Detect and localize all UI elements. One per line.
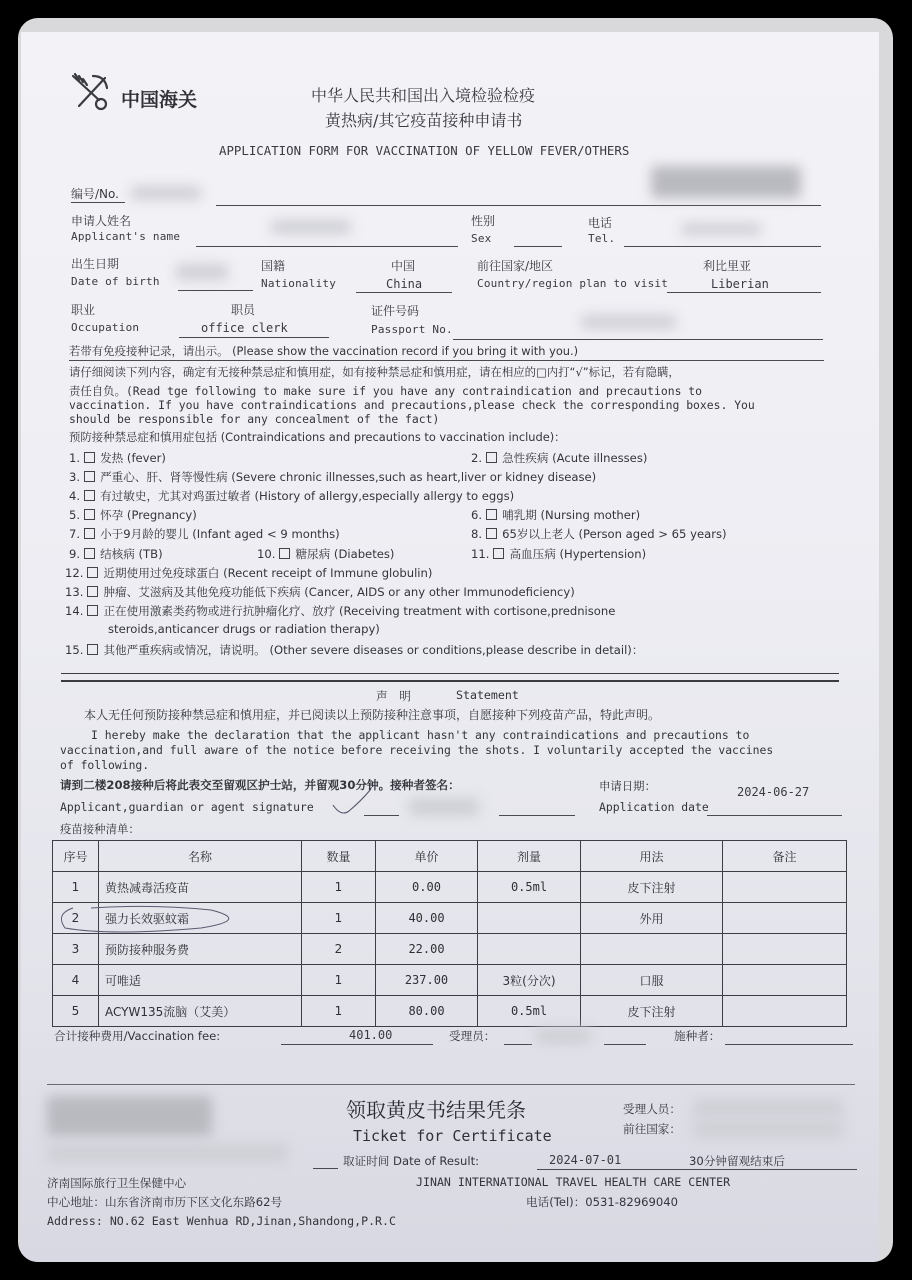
customs-logo-text: 中国海关	[121, 89, 198, 111]
sex-label-en: Sex	[471, 232, 492, 245]
ticket-country-label: 前往国家：	[623, 1122, 681, 1136]
handler-label: 受理人员：	[623, 1102, 681, 1116]
signature-scribble-icon	[331, 787, 411, 822]
cell-qty: 1	[302, 903, 376, 934]
contraindications-intro: 预防接种禁忌症和慎用症包括 (Contraindications and precautions to vaccination include)：	[69, 430, 566, 444]
sex-field[interactable]	[514, 246, 562, 247]
condition-8[interactable]: 8. 65岁以上老人 (Person aged > 65 years)	[471, 527, 727, 541]
country-value-cn: 利比里亚	[703, 259, 752, 273]
center-address-cn: 中心地址：山东省济南市历下区文化东路62号	[47, 1195, 283, 1209]
ticket-title-cn: 领取黄皮书结果凭条	[346, 1098, 526, 1122]
condition-13[interactable]: 13. 肿瘤、艾滋病及其他免疫功能低下疾病 (Cancer, AIDS or any other Immunodeficiency)	[65, 585, 575, 599]
read-instruction-line4: should be responsible for any concealment of the fact)	[69, 412, 440, 426]
occupation-value-en[interactable]: office clerk	[201, 321, 288, 335]
name-redacted	[271, 220, 351, 234]
vaccinator-label: 施种者：	[674, 1029, 721, 1043]
occupation-field[interactable]	[179, 337, 329, 338]
condition-2[interactable]: 2. 急性疾病 (Acute illnesses)	[471, 451, 648, 465]
checkbox[interactable]	[84, 452, 95, 463]
cell-notes	[723, 996, 847, 1027]
cell-dose	[478, 903, 581, 934]
cell-notes	[723, 934, 847, 965]
name-field[interactable]	[196, 246, 458, 247]
no-label: 编号/No.	[71, 187, 119, 201]
nationality-field[interactable]	[356, 292, 452, 293]
nationality-label-en: Nationality	[261, 277, 337, 290]
cell-name: 预防接种服务费	[99, 934, 302, 965]
condition-10[interactable]: 10. 糖尿病 (Diabetes)	[257, 547, 395, 561]
condition-14-cont: steroids,anticancer drugs or radiation therapy)	[108, 622, 380, 636]
cell-usage	[581, 934, 723, 965]
cell-seq: 5	[53, 996, 99, 1027]
header-price: 单价	[376, 841, 478, 872]
cell-dose	[478, 934, 581, 965]
checkbox[interactable]	[84, 509, 95, 520]
vaccination-record-note: 若带有免疫接种记录，请出示。 (Please show the vaccination record if you bring it with you.)	[69, 344, 579, 358]
condition-12[interactable]: 12. 近期使用过免疫球蛋白 (Recent receipt of Immune globulin)	[65, 566, 433, 580]
occupation-label-en: Occupation	[71, 321, 140, 334]
center-name-en: JINAN INTERNATIONAL TRAVEL HEALTH CARE CENTER	[416, 1175, 731, 1189]
center-address-en: Address: NO.62 East Wenhua RD,Jinan,Shandong,P.R.C	[47, 1214, 397, 1228]
checkbox[interactable]	[486, 528, 497, 539]
cell-name: 强力长效驱蚊霜	[99, 903, 302, 934]
app-date-label-en: Application date	[599, 800, 709, 814]
condition-1[interactable]: 1. 发热 (fever)	[69, 451, 166, 465]
receiver-field[interactable]	[604, 1044, 646, 1045]
cell-notes	[723, 872, 847, 903]
cell-qty: 1	[302, 996, 376, 1027]
cell-name: ACYW135流脑（艾美）	[99, 996, 302, 1027]
table-row	[53, 996, 847, 1027]
cell-price: 40.00	[376, 903, 478, 934]
checkbox[interactable]	[84, 528, 95, 539]
condition-5[interactable]: 5. 怀孕 (Pregnancy)	[69, 508, 197, 522]
cell-notes	[723, 965, 847, 996]
title-cn-1: 中华人民共和国出入境检验检疫	[311, 86, 536, 105]
handwritten-circle-icon	[51, 902, 251, 936]
statement-text-en-1: I hereby make the declaration that the applicant hasn't any contraindications and precautions to	[91, 728, 750, 742]
read-instruction-line3: vaccination. If you have contraindications and precautions,please check the corresponding boxes. You	[69, 398, 755, 412]
fee-value[interactable]: 401.00	[349, 1028, 393, 1042]
ticket-country-redacted	[693, 1120, 843, 1138]
title-en: APPLICATION FORM FOR VACCINATION OF YELLOW FEVER/OTHERS	[219, 143, 630, 158]
no-field[interactable]	[216, 205, 821, 206]
condition-11[interactable]: 11. 高血压病 (Hypertension)	[471, 547, 647, 561]
sex-label-cn: 性别	[471, 214, 496, 228]
passport-label-en: Passport No.	[371, 323, 453, 336]
statement-text-en-2: vaccination,and full aware of the notice before receiving the shots. I voluntarily accepted the vaccines	[60, 743, 774, 757]
ticket-info-redacted	[47, 1144, 287, 1162]
header-seq: 序号	[53, 841, 99, 872]
condition-9[interactable]: 9. 结核病 (TB)	[69, 547, 163, 561]
nationality-value-cn: 中国	[391, 259, 416, 273]
country-field[interactable]	[667, 292, 821, 293]
checkbox[interactable]	[84, 471, 95, 482]
condition-6[interactable]: 6. 哺乳期 (Nursing mother)	[471, 508, 641, 522]
checkbox[interactable]	[87, 567, 98, 578]
header-dose: 剂量	[478, 841, 581, 872]
cell-qty: 2	[302, 934, 376, 965]
name-label-cn: 申请人姓名	[71, 214, 132, 228]
checkbox[interactable]	[87, 605, 98, 616]
tel-field[interactable]	[624, 246, 821, 247]
handler-redacted	[693, 1099, 843, 1117]
country-label-en: Country/region plan to visit	[477, 277, 669, 290]
cell-usage: 外用	[581, 903, 723, 934]
cell-dose: 3粒(分次)	[478, 965, 581, 996]
result-date-field[interactable]	[537, 1169, 857, 1170]
center-phone: 电话(Tel)：0531-82969040	[526, 1195, 678, 1209]
statement-heading-en: Statement	[456, 688, 519, 702]
cell-usage: 皮下注射	[581, 996, 723, 1027]
cell-seq: 1	[53, 872, 99, 903]
nationality-value-en[interactable]: China	[386, 277, 423, 291]
occupation-label-cn: 职业	[71, 303, 96, 317]
ticket-title-en: Ticket for Certificate	[353, 1127, 552, 1145]
cell-price: 22.00	[376, 934, 478, 965]
header-qty: 数量	[302, 841, 376, 872]
signature-label: Applicant,guardian or agent signature	[60, 800, 314, 814]
result-date-label: 取证时间 Date of Result:	[343, 1154, 480, 1168]
photo-frame	[18, 18, 893, 1262]
cell-qty: 1	[302, 965, 376, 996]
passport-label-cn: 证件号码	[371, 304, 420, 318]
cell-name: 黄热减毒活疫苗	[99, 872, 302, 903]
dob-redacted	[176, 264, 228, 280]
table-header-row	[53, 841, 847, 872]
header-name: 名称	[99, 841, 302, 872]
checkbox[interactable]	[279, 548, 290, 559]
checkbox[interactable]	[486, 509, 497, 520]
barcode-redacted	[651, 166, 801, 198]
condition-15[interactable]: 15. 其他严重疾病或情况，请说明。 (Other severe diseases or conditions,please describe in detail)：	[65, 643, 644, 657]
dob-field[interactable]	[178, 290, 253, 291]
name-label-en: Applicant's name	[71, 230, 181, 243]
vaccinator-field[interactable]	[725, 1044, 853, 1045]
table-row	[53, 872, 847, 903]
condition-4[interactable]: 4. 有过敏史，尤其对鸡蛋过敏者 (History of allergy,especially allergy to eggs)	[69, 489, 515, 503]
header-notes: 备注	[723, 841, 847, 872]
app-date-value[interactable]: 2024-06-27	[737, 785, 810, 799]
cell-price: 237.00	[376, 965, 478, 996]
center-name-cn: 济南国际旅行卫生保健中心	[47, 1176, 187, 1190]
cell-seq: 3	[53, 934, 99, 965]
fee-field[interactable]	[281, 1044, 433, 1045]
signature-redacted	[409, 798, 479, 816]
cell-name: 可唯适	[99, 965, 302, 996]
application-form-paper	[21, 32, 879, 1262]
fee-label: 合计接种费用/Vaccination fee:	[54, 1029, 221, 1043]
tel-redacted	[681, 223, 761, 235]
cell-dose: 0.5ml	[478, 872, 581, 903]
title-cn-2: 黄热病/其它疫苗接种申请书	[325, 111, 523, 130]
receiver-label: 受理员：	[449, 1029, 496, 1043]
checkbox[interactable]	[87, 586, 98, 597]
country-value-en[interactable]: Liberian	[711, 277, 769, 291]
vaccine-list-title: 疫苗接种清单：	[60, 822, 140, 836]
read-instruction-cn: 请仔细阅读下列内容，确定有无接种禁忌症和慎用症，如有接种禁忌症和慎用症，请在相应的□内打“√”标记，若有隐瞒，	[69, 365, 680, 379]
condition-7[interactable]: 7. 小于9月龄的婴儿 (Infant aged < 9 months)	[69, 527, 340, 541]
dob-label-cn: 出生日期	[71, 257, 120, 271]
read-instruction-line2: 责任自负。(Read tge following to make sure if you have any contraindication and precautions to	[69, 384, 703, 398]
checkbox[interactable]	[87, 644, 98, 655]
app-date-field[interactable]	[707, 815, 842, 816]
passport-field[interactable]	[453, 339, 823, 340]
cell-notes	[723, 903, 847, 934]
checkbox[interactable]	[84, 490, 95, 501]
statement-text-en-3: of following.	[60, 758, 150, 772]
result-date-note: 30分钟留观结束后	[689, 1154, 785, 1168]
cell-usage: 口服	[581, 965, 723, 996]
statement-heading-cn: 声 明	[376, 689, 411, 703]
tel-label-cn: 电话	[588, 216, 613, 230]
cell-dose: 0.5ml	[478, 996, 581, 1027]
customs-emblem-icon	[69, 70, 121, 112]
vaccination-instruction: 请到二楼208接种后将此表交至留观区护士站，并留观30分钟。接种者签名：	[60, 778, 460, 792]
checkbox[interactable]	[84, 548, 95, 559]
dob-label-en: Date of birth	[71, 275, 160, 288]
condition-14[interactable]: 14. 正在使用激素类药物或进行抗肿瘤化疗、放疗 (Receiving treatment with cortisone,prednisone	[65, 604, 616, 618]
tel-label-en: Tel.	[588, 232, 616, 245]
signature-field[interactable]	[499, 815, 575, 816]
country-label-cn: 前往国家/地区	[477, 259, 554, 273]
receiver-redacted	[536, 1028, 591, 1044]
table-row	[53, 934, 847, 965]
cell-price: 0.00	[376, 872, 478, 903]
cell-seq: 4	[53, 965, 99, 996]
checkbox[interactable]	[493, 548, 504, 559]
result-date-value[interactable]: 2024-07-01	[549, 1153, 622, 1167]
passport-redacted	[581, 315, 676, 329]
condition-3[interactable]: 3. 严重心、肝、肾等慢性病 (Severe chronic illnesses,such as heart,liver or kidney disease)	[69, 470, 597, 484]
cell-seq: 2	[53, 903, 99, 934]
app-date-label-cn: 申请日期：	[599, 779, 656, 793]
occupation-value-cn: 职员	[231, 303, 256, 317]
table-row	[53, 965, 847, 996]
header-usage: 用法	[581, 841, 723, 872]
statement-text-cn: 本人无任何预防接种禁忌症和慎用症，并已阅读以上预防接种注意事项，自愿接种下列疫苗产品，特此声明。	[84, 708, 661, 722]
cell-price: 80.00	[376, 996, 478, 1027]
ticket-id-redacted	[47, 1096, 212, 1136]
cell-qty: 1	[302, 872, 376, 903]
nationality-label-cn: 国籍	[261, 259, 286, 273]
checkbox[interactable]	[486, 452, 497, 463]
cell-usage: 皮下注射	[581, 872, 723, 903]
no-redacted	[131, 186, 201, 200]
